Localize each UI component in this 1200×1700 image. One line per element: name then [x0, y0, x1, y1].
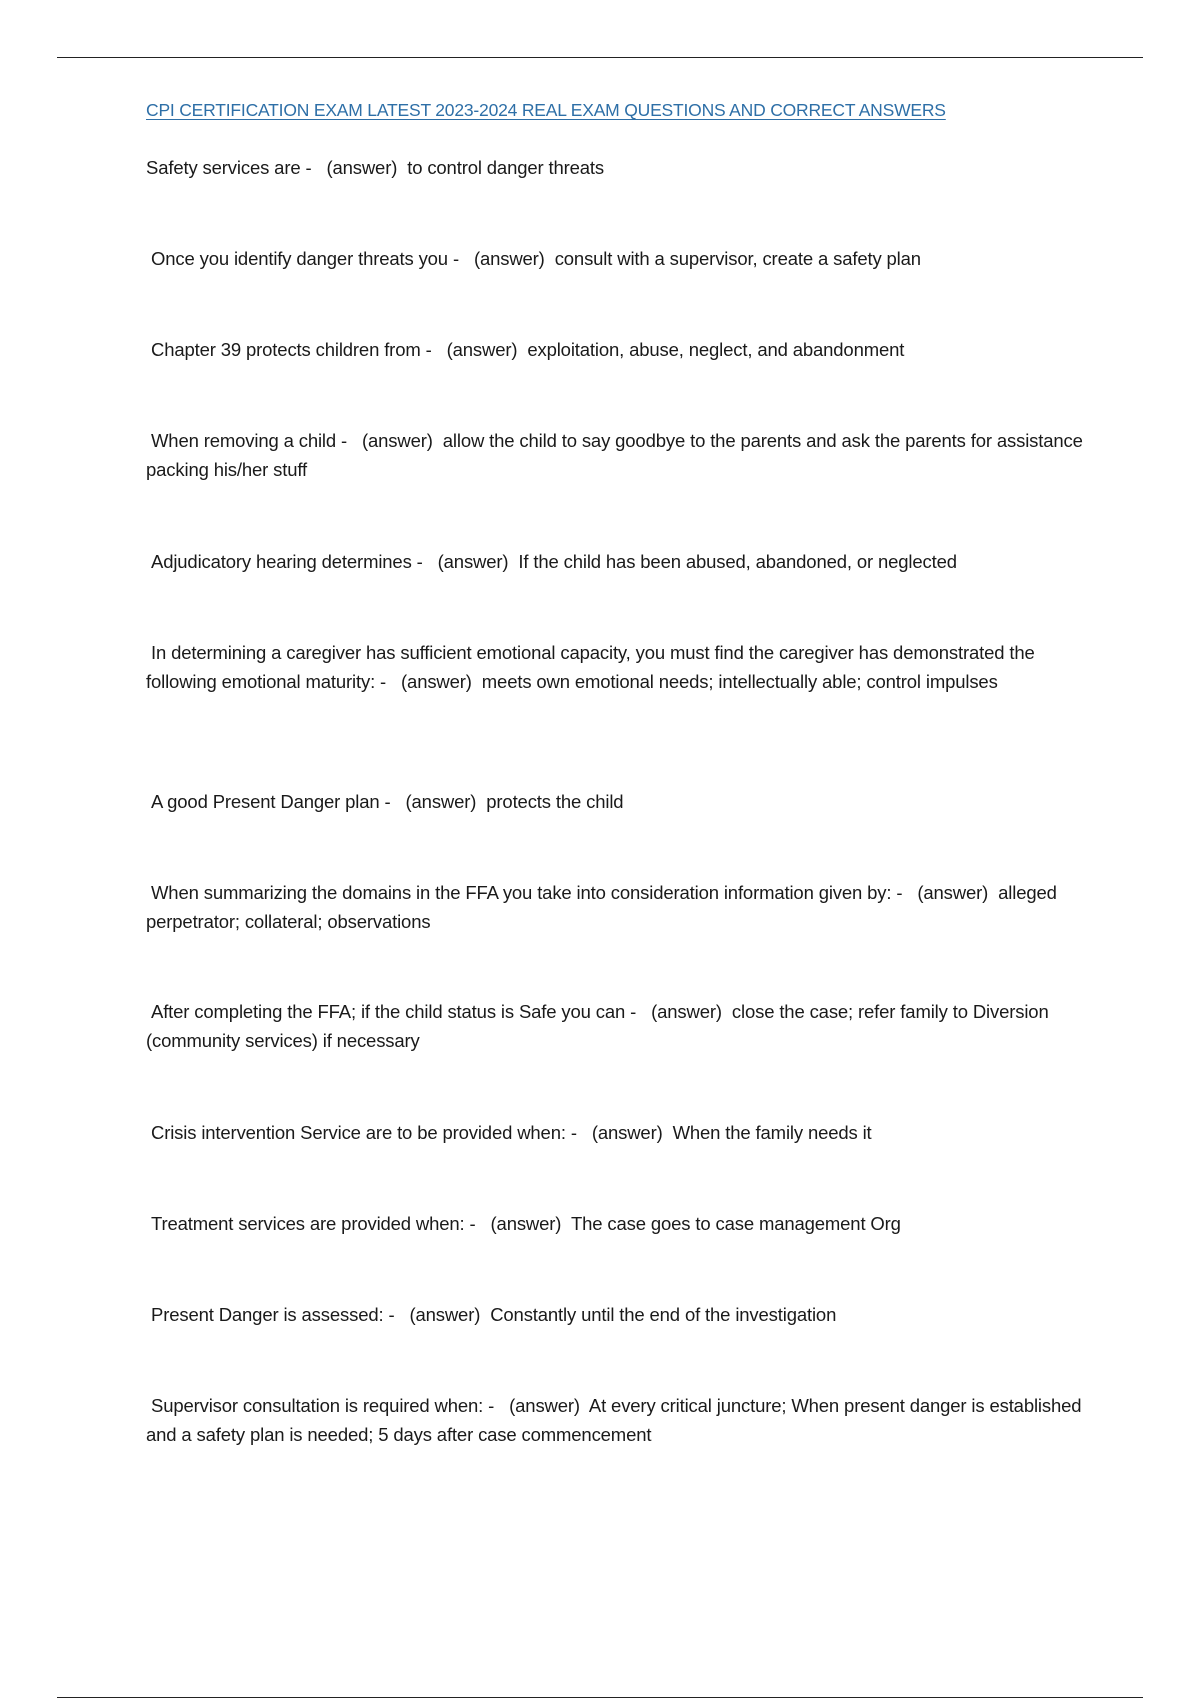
qa-item-4	[146, 426, 1096, 484]
answer-text: exploitation, abuse, neglect, and abandonment	[527, 339, 905, 360]
answer-text: allow the child to say goodbye to the parents and ask the parents for assistance packing his/her stuff	[146, 430, 1083, 480]
answer-marker: (answer)	[437, 551, 509, 572]
qa-item-3	[146, 335, 1096, 364]
answer-marker: (answer)	[651, 1001, 722, 1022]
qa-item-5	[146, 547, 1096, 576]
answer-marker: (answer)	[917, 882, 989, 903]
qa-item-12	[146, 1300, 1096, 1329]
answer-marker: (answer)	[405, 791, 477, 812]
qa-item-1	[146, 153, 1096, 182]
answer-text: consult with a supervisor, create a safety plan	[554, 248, 921, 269]
answer-marker: (answer)	[509, 1395, 580, 1416]
qa-item-9	[146, 997, 1096, 1055]
question-text: Treatment services are provided when: -	[151, 1213, 476, 1234]
document-title: CPI CERTIFICATION EXAM LATEST 2023-2024 REAL EXAM QUESTIONS AND CORRECT ANSWERS	[146, 100, 946, 120]
answer-text: close the case; refer family to Diversion (community services) if necessary	[146, 1001, 1049, 1051]
question-text: Present Danger is assessed: -	[151, 1304, 395, 1325]
answer-text: protects the child	[486, 791, 624, 812]
answer-text: When the family needs it	[672, 1122, 872, 1143]
question-text: Safety services are -	[146, 157, 312, 178]
answer-marker: (answer)	[326, 157, 398, 178]
qa-item-10	[146, 1118, 1096, 1147]
question-text: Supervisor consultation is required when: -	[151, 1395, 495, 1416]
question-text: When removing a child -	[151, 430, 348, 451]
answer-marker: (answer)	[473, 248, 545, 269]
qa-item-13	[146, 1391, 1096, 1449]
qa-item-11	[146, 1209, 1096, 1238]
answer-text: to control danger threats	[407, 157, 604, 178]
qa-item-2	[146, 244, 1096, 273]
answer-marker: (answer)	[401, 671, 472, 692]
answer-marker: (answer)	[591, 1122, 663, 1143]
qa-item-6	[146, 638, 1096, 696]
answer-text: The case goes to case management Org	[570, 1213, 901, 1234]
qa-item-7	[146, 787, 1096, 816]
question-text: A good Present Danger plan -	[151, 791, 391, 812]
answer-text: alleged perpetrator; collateral; observations	[146, 882, 1057, 932]
answer-text: If the child has been abused, abandoned, or neglected	[518, 551, 957, 572]
question-text: Adjudicatory hearing determines -	[151, 551, 423, 572]
question-text: In determining a caregiver has sufficient emotional capacity, you must find the caregiver has demonstrated the following emotional maturity: -	[146, 642, 1035, 692]
top-rule	[57, 57, 1143, 58]
question-text: After completing the FFA; if the child status is Safe you can -	[151, 1001, 637, 1022]
question-text: Chapter 39 protects children from -	[151, 339, 432, 360]
question-text: Crisis intervention Service are to be provided when: -	[151, 1122, 577, 1143]
question-text: When summarizing the domains in the FFA you take into consideration information given by: -	[151, 882, 903, 903]
answer-text: At every critical juncture; When present danger is established and a safety plan is needed; 5 days after case commencement	[146, 1395, 1082, 1445]
answer-marker: (answer)	[490, 1213, 562, 1234]
answer-marker: (answer)	[409, 1304, 481, 1325]
answer-text: meets own emotional needs; intellectually able; control impulses	[481, 671, 998, 692]
qa-item-8	[146, 878, 1096, 936]
bottom-rule	[57, 1697, 1143, 1698]
question-text: Once you identify danger threats you -	[151, 248, 459, 269]
answer-marker: (answer)	[446, 339, 518, 360]
answer-marker: (answer)	[362, 430, 433, 451]
answer-text: Constantly until the end of the investigation	[490, 1304, 837, 1325]
